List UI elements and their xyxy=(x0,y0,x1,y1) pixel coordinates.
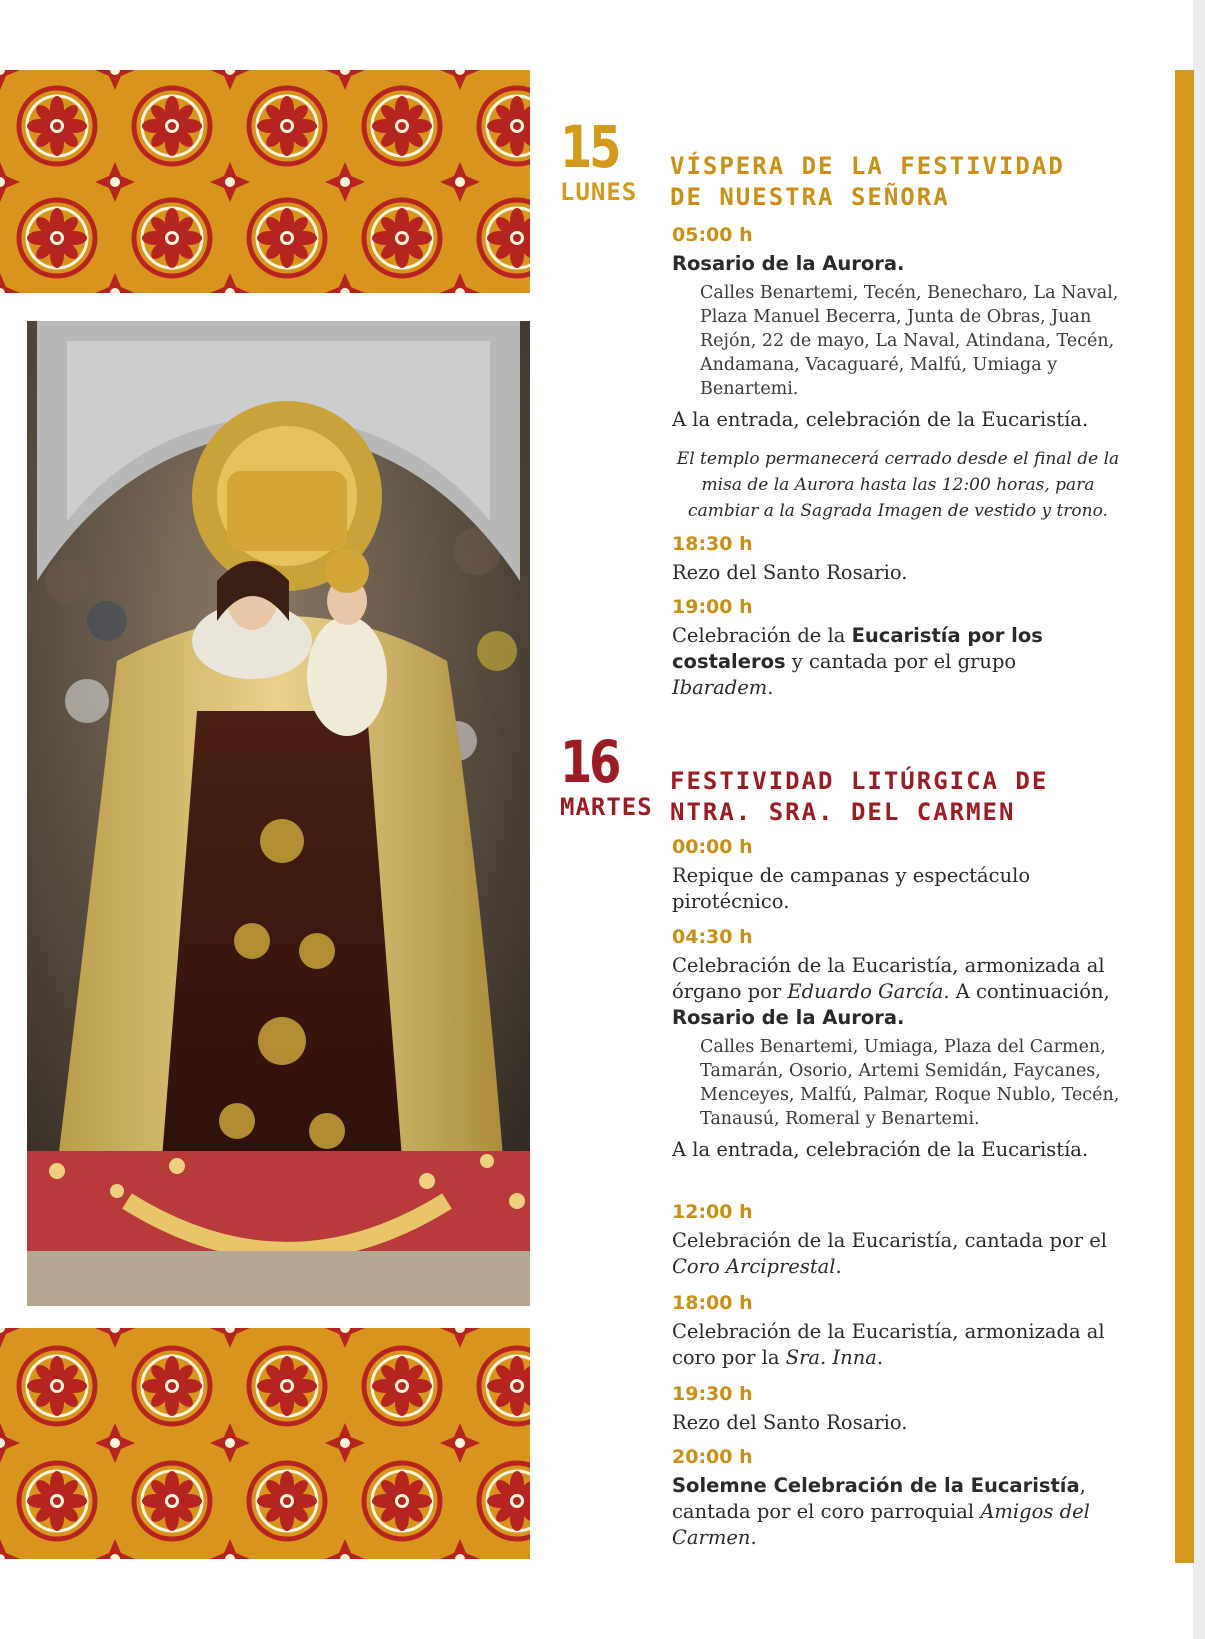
event-1830 xyxy=(672,533,1122,586)
event-time: 20:00 h xyxy=(672,1446,753,1468)
event-after: A la entrada, celebración de la Eucaristía. xyxy=(672,408,1089,431)
event-text: Celebración de la Eucaristía, cantada por el Coro Arciprestal. xyxy=(672,1229,1107,1278)
day-number: 16 xyxy=(560,728,619,796)
event-time: 18:30 h xyxy=(672,533,753,555)
day-16-title xyxy=(670,766,1048,828)
event-time: 19:00 h xyxy=(672,596,753,618)
closure-note-text: El templo permanecerá cerrado desde el final de la misa de la Aurora hasta las 12:00 horas, para cambiar a la Sagrada Imagen de vestido y trono. xyxy=(676,449,1120,521)
event-time: 12:00 h xyxy=(672,1201,753,1223)
tile-band-top xyxy=(0,70,530,293)
event-0000 xyxy=(672,836,1122,915)
virgen-del-carmen-photo xyxy=(27,321,530,1306)
tile-band-bottom xyxy=(0,1328,530,1559)
event-time: 19:30 h xyxy=(672,1383,753,1405)
event-0500 xyxy=(672,224,1122,433)
closure-note xyxy=(668,446,1128,524)
event-1900 xyxy=(672,596,1122,701)
event-2000 xyxy=(672,1446,1122,1551)
title-line-2: DE NUESTRA SEÑORA xyxy=(670,183,950,211)
day-15-label xyxy=(560,113,638,206)
event-text: Rezo del Santo Rosario. xyxy=(672,1411,908,1434)
event-time: 05:00 h xyxy=(672,224,753,246)
event-text: Repique de campanas y espectáculo pirotécnico. xyxy=(672,864,1031,913)
weekday-name: LUNES xyxy=(560,178,638,206)
event-text: Celebración de la Eucaristía por los costaleros y cantada por el grupo Ibaradem. xyxy=(672,624,1043,699)
day-16-label xyxy=(560,728,653,821)
procession-route: Calles Benartemi, Umiaga, Plaza del Carmen, Tamarán, Osorio, Artemi Semidán, Faycanes, Menceyes, Malfú, Palmar, Roque Nublo, Tecén, Tanausú, Romeral y Benartemi. xyxy=(700,1037,1120,1129)
event-1800 xyxy=(672,1292,1122,1371)
event-0430 xyxy=(672,926,1122,1163)
event-time: 04:30 h xyxy=(672,926,753,948)
event-text: Celebración de la Eucaristía, armonizada al órgano por Eduardo García. A continuación, Rosario de la Aurora. xyxy=(672,954,1110,1029)
title-line-1: FESTIVIDAD LITÚRGICA DE xyxy=(670,767,1049,795)
tile-pattern-bottom xyxy=(0,1328,530,1559)
page-gutter xyxy=(1193,0,1205,1639)
event-text: Rezo del Santo Rosario. xyxy=(672,561,908,584)
weekday-name: MARTES xyxy=(560,793,653,821)
event-text: Solemne Celebración de la Eucaristía, cantada por el coro parroquial Amigos del Carmen. xyxy=(672,1474,1090,1549)
event-1930 xyxy=(672,1383,1122,1436)
event-time: 00:00 h xyxy=(672,836,753,858)
title-line-1: VÍSPERA DE LA FESTIVIDAD xyxy=(670,152,1065,180)
procession-route: Calles Benartemi, Tecén, Benecharo, La Naval, Plaza Manuel Becerra, Junta de Obras, Juan Rejón, 22 de mayo, La Naval, Atindana, Tecén, Andamana, Vacaguaré, Malfú, Umiaga y Benartemi. xyxy=(700,283,1119,399)
gold-edge-bar xyxy=(1175,70,1194,1563)
day-15-title xyxy=(670,151,1065,213)
title-line-2: NTRA. SRA. DEL CARMEN xyxy=(670,798,1016,826)
event-1200 xyxy=(672,1201,1122,1280)
event-title: Rosario de la Aurora. xyxy=(672,252,905,275)
tile-pattern-top xyxy=(0,70,530,293)
day-number: 15 xyxy=(560,113,619,181)
event-time: 18:00 h xyxy=(672,1292,753,1314)
event-after: A la entrada, celebración de la Eucaristía. xyxy=(672,1138,1089,1161)
event-text: Celebración de la Eucaristía, armonizada al coro por la Sra. Inna. xyxy=(672,1320,1105,1369)
